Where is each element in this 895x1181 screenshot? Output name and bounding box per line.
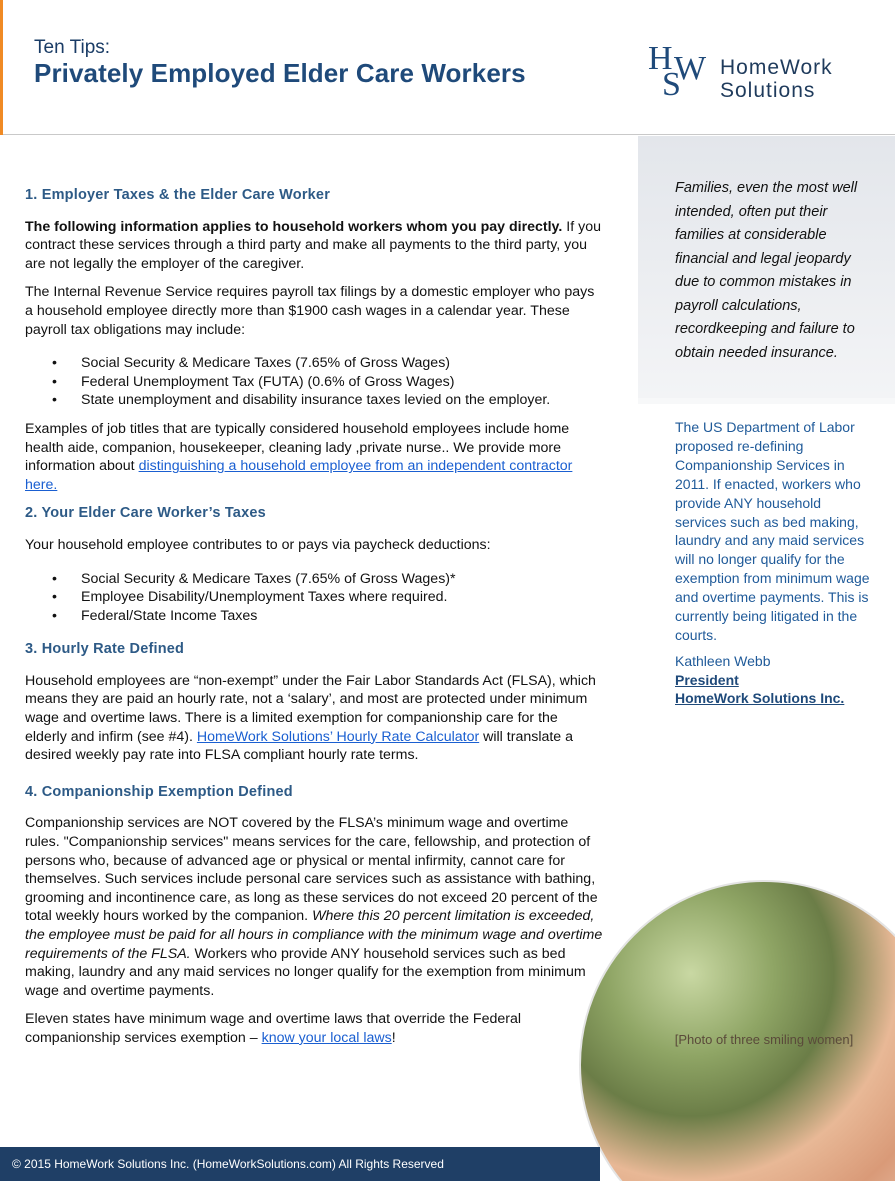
section1-intro-rest: If you contract these services through a third party and make all payments to the third party, you are not legally the employer of the caregiver. — [25, 218, 601, 272]
sidebar-signature — [675, 652, 844, 708]
hourly-rate-calculator-link[interactable]: HomeWork Solutions’ Hourly Rate Calculator — [196, 728, 480, 745]
elder-care-photo — [579, 880, 895, 1181]
page-header — [0, 0, 895, 135]
household-employee-link[interactable]: distinguishing a household employee from an independent contractor here. — [25, 458, 573, 493]
section2-heading: 2. Your Elder Care Worker’s Taxes — [25, 505, 266, 522]
main-content — [25, 186, 603, 1058]
header-accent-bar — [0, 0, 3, 135]
header-kicker: Ten Tips: — [34, 37, 111, 58]
section4-states-paragraph — [25, 1010, 603, 1047]
list-item: • Federal/State Income Taxes — [25, 607, 603, 626]
local-laws-link[interactable]: know your local laws — [261, 1029, 392, 1046]
section3-text: Household employees are “non-exempt” under the Fair Labor Standards Act (FLSA), which means they are paid an hourly rate, not a ‘salary’, and most are protected under minimum wage and overtime laws. There is a limited exemption for companionship care for the elderly and infirm (see #4). — [25, 672, 596, 745]
photo-placeholder-label: [Photo of three smiling women] — [674, 1032, 854, 1047]
signature-name: Kathleen Webb — [675, 653, 771, 669]
section4-states-end: ! — [391, 1029, 396, 1046]
section2-deduction-list — [25, 570, 603, 626]
list-item: • Social Security & Medicare Taxes (7.65% of Gross Wages)* — [25, 570, 603, 589]
logo-monogram-w: W — [674, 50, 707, 87]
page-footer — [0, 1147, 600, 1181]
section1-examples-text: Examples of job titles that are typically considered household employees include home health aide, companion, housekeeper, cleaning lady ,private nurse.. We provide more information about — [25, 420, 570, 475]
section4-heading: 4. Companionship Exemption Defined — [25, 783, 293, 800]
section1-irs-paragraph: The Internal Revenue Service requires payroll tax filings by a domestic employer who pays a household employee directly more than $1900 cash wages in a calendar year. These payroll tax obligations may include: — [25, 284, 595, 338]
logo-word-line1: HomeWork — [720, 56, 833, 79]
list-item: • Social Security & Medicare Taxes (7.65% of Gross Wages) — [25, 354, 603, 373]
list-item: • State unemployment and disability insurance taxes levied on the employer. — [25, 391, 603, 410]
section1-intro-bold: The following information applies to household workers whom you pay directly. — [25, 218, 563, 235]
list-item: • Employee Disability/Unemployment Taxes where required. — [25, 588, 603, 607]
section3-paragraph — [25, 672, 603, 765]
logo-monogram-s: S — [662, 66, 681, 103]
section1-examples — [25, 420, 603, 494]
section1-tax-list — [25, 354, 603, 410]
sidebar-quote-box — [638, 136, 895, 398]
section1-intro — [25, 218, 603, 274]
homework-solutions-logo — [648, 40, 863, 104]
logo-monogram-h: H — [648, 40, 673, 77]
page-title: Privately Employed Elder Care Workers — [34, 58, 526, 88]
section4-text-a: Companionship services are NOT covered by the FLSA’s minimum wage and overtime rules. "Companionship services" means services for the care, fellowship, and protection of persons who, because of advanced age or physical or mental infirmity, cannot care for themselves. Such services include personal care services such as assistance with bathing, grooming and incontinence care, as long as these services do not exceed 20 percent of the total weekly hours worked by the companion. — [25, 815, 598, 925]
sidebar-quote: Families, even the most well intended, often put their families at considerable financial and legal jeopardy due to common mistakes in payroll calculations, recordkeeping and failure to obtain needed insurance. — [675, 180, 858, 361]
section4-text-b: Workers who provide ANY household services such as bed making, laundry and any maid services no longer qualify for the exemption from minimum wage and overtime payments. — [25, 945, 586, 999]
logo-wordmark — [720, 56, 833, 102]
logo-monogram — [648, 40, 716, 104]
signature-title: President — [675, 671, 739, 688]
section3-heading: 3. Hourly Rate Defined — [25, 641, 185, 658]
section1-heading: 1. Employer Taxes & the Elder Care Worker — [25, 187, 331, 203]
footer-copyright: © 2015 HomeWork Solutions Inc. (HomeWorkSolutions.com) All Rights Reserved — [12, 1157, 444, 1171]
section4-paragraph — [25, 814, 603, 1000]
section3-text-end: will translate a desired weekly pay rate into FLSA compliant hourly rate terms. — [25, 728, 574, 764]
sidebar-note: The US Department of Labor proposed re-defining Companionship Services in 2011. If enacted, workers who provide ANY household services such as bed making, laundry and any maid services will no longer qualify for the exemption from minimum wage and overtime payments. This is currently being litigated in the courts. — [675, 419, 870, 643]
section2-intro: Your household employee contributes to or pays via paycheck deductions: — [25, 536, 491, 553]
section4-states-text: Eleven states have minimum wage and overtime laws that override the Federal companionship services exemption – — [25, 1011, 522, 1046]
logo-word-line2: Solutions — [720, 79, 816, 102]
sidebar-divider — [638, 398, 895, 404]
list-item: • Federal Unemployment Tax (FUTA) (0.6% of Gross Wages) — [25, 373, 603, 392]
section4-text-italic: Where this 20 percent limitation is exceeded, the employee must be paid for all hours in compliance with the minimum wage and overtime requirements of the FLSA. — [25, 908, 603, 962]
signature-company: HomeWork Solutions Inc. — [675, 690, 845, 706]
